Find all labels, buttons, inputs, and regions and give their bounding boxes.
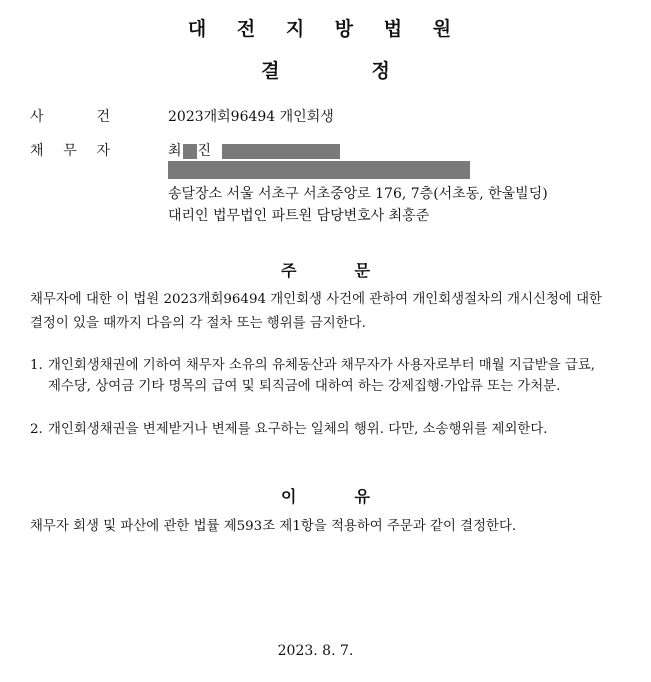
reason-text: 채무자 회생 및 파산에 관한 법률 제593조 제1항을 적용하여 주문과 같이 결정한다.	[30, 519, 517, 534]
case-number: 2023개회96494 개인회생	[168, 109, 334, 125]
debtor-label-char: 채	[30, 143, 44, 159]
order-heading	[0, 258, 651, 281]
order-item-number: 1.	[30, 358, 43, 373]
redaction-bar	[183, 144, 197, 159]
order-item-text: 개인회생채권에 기하여 채무자 소유의 유체동산과 채무자가 사용자로부터 매월 지급받을 급료, 제수당, 상여금 기타 명목의 급여 및 퇴직금에 대하여 하는 강제집행·가압류 또는 가처분.	[48, 358, 596, 394]
redaction-bar	[168, 161, 470, 179]
doc-type-char-1: 결	[261, 60, 280, 82]
debtor-label	[30, 140, 110, 160]
court-name: 대 전 지 방 법 원	[187, 18, 464, 40]
order-item	[30, 419, 600, 440]
debtor-name	[168, 140, 340, 160]
reason-heading-char: 이	[281, 487, 297, 506]
case-label-char: 건	[96, 109, 110, 125]
reason-heading	[0, 484, 651, 507]
redaction-bar	[222, 144, 340, 159]
order-item	[30, 355, 600, 397]
debtor-label-char: 자	[96, 143, 110, 159]
case-label-char: 사	[30, 109, 44, 125]
service-address: 송달장소 서울 서초구 서초중앙로 176, 7층(서초동, 한울빌딩)	[168, 186, 548, 202]
order-item-text: 개인회생채권을 변제받거나 변제를 요구하는 일체의 행위. 다만, 소송행위를 제외한다.	[48, 422, 548, 437]
reason-heading-char: 유	[354, 487, 370, 506]
order-heading-char: 문	[354, 261, 370, 280]
decision-date: 2023. 8. 7.	[277, 643, 354, 659]
debtor-name-start: 최	[168, 143, 182, 159]
order-heading-char: 주	[281, 261, 297, 280]
debtor-label-char: 무	[63, 143, 77, 159]
document-type	[0, 56, 651, 83]
order-item-number: 2.	[30, 422, 43, 437]
legal-agent: 대리인 법무법인 파트원 담당변호사 최홍준	[168, 208, 430, 224]
doc-type-char-2: 정	[371, 60, 390, 82]
debtor-name-end: 진	[197, 143, 212, 159]
case-label	[30, 106, 110, 126]
order-intro: 채무자에 대한 이 법원 2023개회96494 개인회생 사건에 관하여 개인회생절차의 개시신청에 대한 결정이 있을 때까지 다음의 각 절차 또는 행위를 금지한다.	[30, 292, 602, 331]
